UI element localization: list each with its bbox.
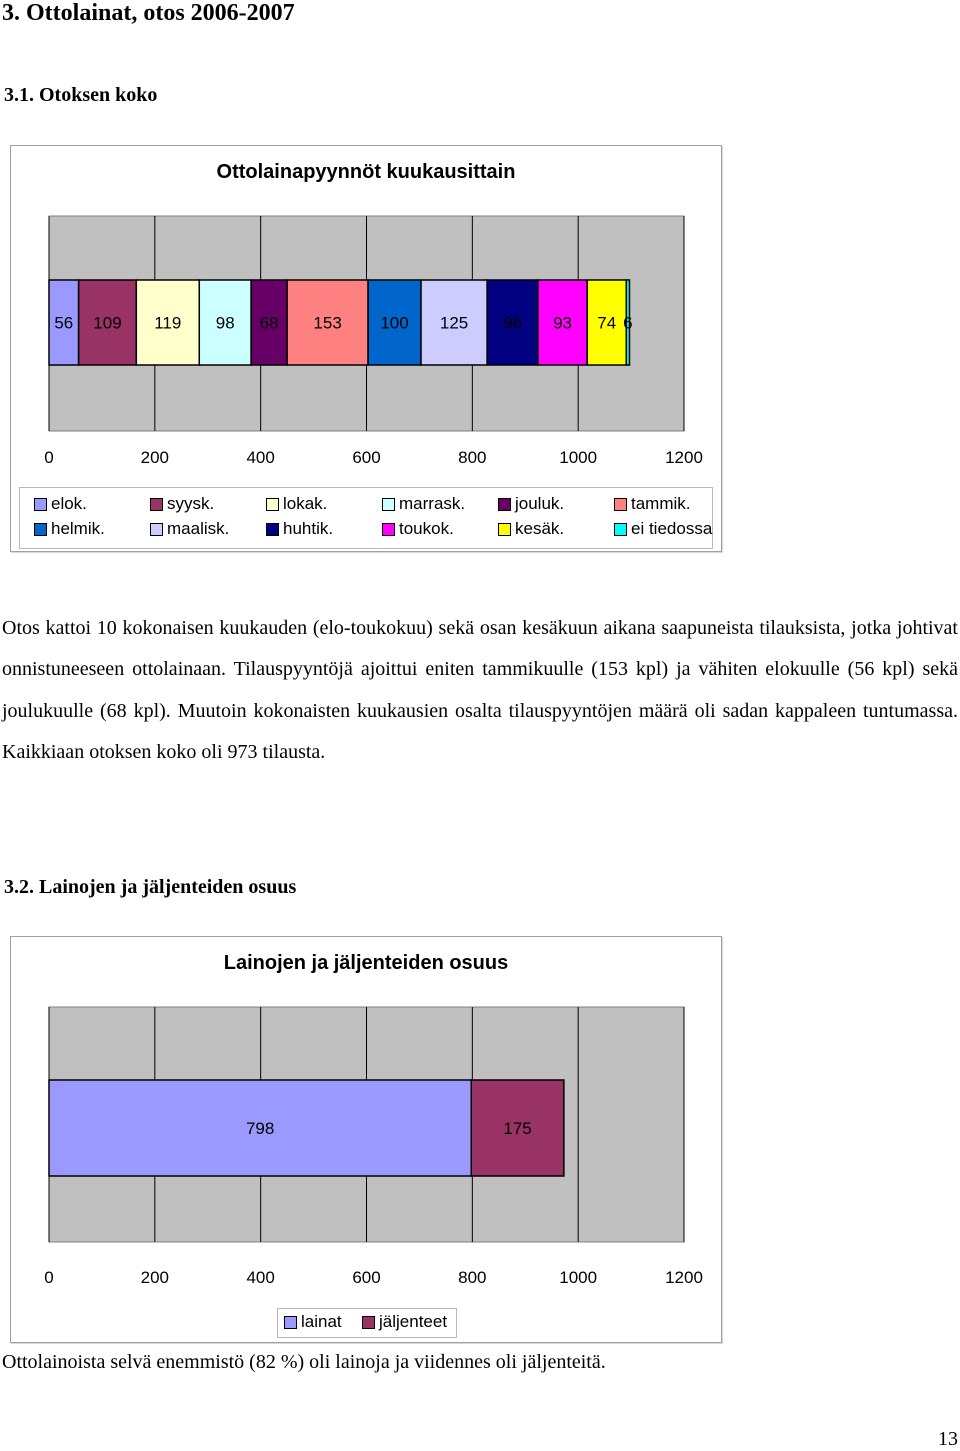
chart1-legend-label: syysk. xyxy=(167,494,215,513)
chart2-legend-swatch xyxy=(284,1316,297,1329)
chart2-legend-item xyxy=(362,1312,447,1332)
paragraph-sample-size xyxy=(2,608,958,773)
chart1-data-label: 109 xyxy=(93,313,122,333)
chart2-data-label: 798 xyxy=(245,1119,275,1138)
chart-loans-copies xyxy=(10,936,722,1343)
chart2-legend-label: jäljenteet xyxy=(379,1312,448,1331)
chart1-tick-label: 1000 xyxy=(559,448,598,467)
chart2-tick-label: 1000 xyxy=(559,1268,598,1287)
chart2-data-label: 175 xyxy=(503,1119,532,1138)
chart2-tick-label: 0 xyxy=(44,1268,54,1287)
section-heading-2: 3.2. Lainojen ja jäljenteiden osuus xyxy=(4,876,297,898)
chart2-tick-label: 800 xyxy=(458,1268,487,1287)
chart1-legend-label: kesäk. xyxy=(515,519,565,538)
chart1-data-label: 96 xyxy=(503,313,523,333)
chart1-legend-swatch xyxy=(150,523,163,536)
page-number: 13 xyxy=(938,1428,958,1450)
chart1-plot xyxy=(11,146,721,467)
chart2-tick-label: 1200 xyxy=(665,1268,703,1287)
chart2-legend-swatch xyxy=(362,1316,375,1329)
chart1-legend-label: jouluk. xyxy=(515,494,565,513)
chart1-legend-swatch xyxy=(614,523,627,536)
chart1-legend-item xyxy=(498,494,564,514)
chart1-data-label: 6 xyxy=(623,313,633,333)
page-heading: 3. Ottolainat, otos 2006-2007 xyxy=(2,0,295,26)
chart1-tick-label: 400 xyxy=(246,448,275,467)
chart1-legend-label: toukok. xyxy=(399,519,454,538)
chart2-legend-label: lainat xyxy=(301,1312,342,1331)
chart1-legend-item xyxy=(382,494,465,514)
chart1-legend-item xyxy=(34,519,105,539)
chart1-legend-label: lokak. xyxy=(283,494,328,513)
chart1-data-label: 119 xyxy=(154,313,182,333)
chart1-legend-swatch xyxy=(614,498,627,511)
chart1-legend-label: helmik. xyxy=(51,519,105,538)
chart1-data-label: 74 xyxy=(597,313,617,333)
chart1-legend-swatch xyxy=(498,498,511,511)
chart1-data-label: 93 xyxy=(553,313,573,333)
chart1-legend-item xyxy=(382,519,454,539)
chart1-legend-item xyxy=(150,494,214,514)
chart2-plot xyxy=(11,937,721,1297)
chart1-tick-label: 800 xyxy=(458,448,487,467)
chart1-legend-label: ei tiedossa xyxy=(631,519,713,538)
chart1-data-label: 68 xyxy=(259,313,279,333)
chart1-legend-item xyxy=(614,519,712,539)
chart1-legend-label: elok. xyxy=(51,494,87,513)
chart2-tick-label: 600 xyxy=(352,1268,381,1287)
chart2-title: Lainojen ja jäljenteiden osuus xyxy=(223,952,509,974)
chart1-legend-item xyxy=(150,519,229,539)
chart1-legend-label: marrask. xyxy=(399,494,466,513)
chart1-tick-label: 1200 xyxy=(665,448,703,467)
chart1-legend-item xyxy=(266,494,327,514)
chart-monthly-requests xyxy=(10,145,722,552)
chart1-legend-label: maalisk. xyxy=(167,519,230,538)
chart2-legend xyxy=(277,1308,457,1338)
chart1-legend-label: huhtik. xyxy=(283,519,334,538)
paragraph-loans-share: Ottolainoista selvä enemmistö (82 %) oli lainoja ja viidennes oli jäljenteitä. xyxy=(2,1351,606,1373)
section-heading-1: 3.1. Otoksen koko xyxy=(4,84,158,106)
chart1-legend-label: tammik. xyxy=(631,494,691,513)
chart1-legend-swatch xyxy=(34,498,47,511)
chart2-legend-item xyxy=(284,1312,342,1332)
chart1-data-label: 153 xyxy=(313,313,342,333)
chart1-data-label: 125 xyxy=(439,313,469,333)
chart1-tick-label: 600 xyxy=(352,448,381,467)
chart1-legend-swatch xyxy=(34,523,47,536)
chart1-legend-swatch xyxy=(150,498,163,511)
chart2-tick-label: 200 xyxy=(140,1268,170,1287)
chart1-data-label: 56 xyxy=(54,313,74,333)
chart1-legend-item xyxy=(614,494,691,514)
chart1-data-label: 98 xyxy=(215,313,235,333)
chart1-legend-swatch xyxy=(382,498,395,511)
chart1-legend-swatch xyxy=(498,523,511,536)
chart1-legend-swatch xyxy=(382,523,395,536)
chart2-tick-label: 400 xyxy=(246,1268,275,1287)
paragraph-1-text: Otos kattoi 10 kokonaisen kuukauden (elo-toukokuu) sekä osan kesäkuun aikana saapuneista tilauksista, jotka johtivat onnistuneeseen ottolainaan. Tilauspyyntöjä ajoittui eniten tammikuulle (153 kpl) ja vähiten elokuulle (56 kpl) sekä joulukuulle (68 kpl). Muutoin kokonaisten kuukausien osalta tilauspyyntöjen määrä oli sadan kappaleen tuntumassa. Kaikkiaan otoksen koko oli 973 tilausta. xyxy=(2,617,958,763)
chart1-legend-swatch xyxy=(266,498,279,511)
chart1-legend-item xyxy=(498,519,564,539)
chart1-data-label: 100 xyxy=(380,313,409,333)
chart1-legend-swatch xyxy=(266,523,279,536)
chart1-legend xyxy=(19,487,713,549)
chart1-legend-item xyxy=(266,519,333,539)
chart1-tick-label: 200 xyxy=(140,448,170,467)
chart1-title: Ottolainapyynnöt kuukausittain xyxy=(216,161,516,183)
chart1-tick-label: 0 xyxy=(44,448,54,467)
chart1-legend-item xyxy=(34,494,87,514)
